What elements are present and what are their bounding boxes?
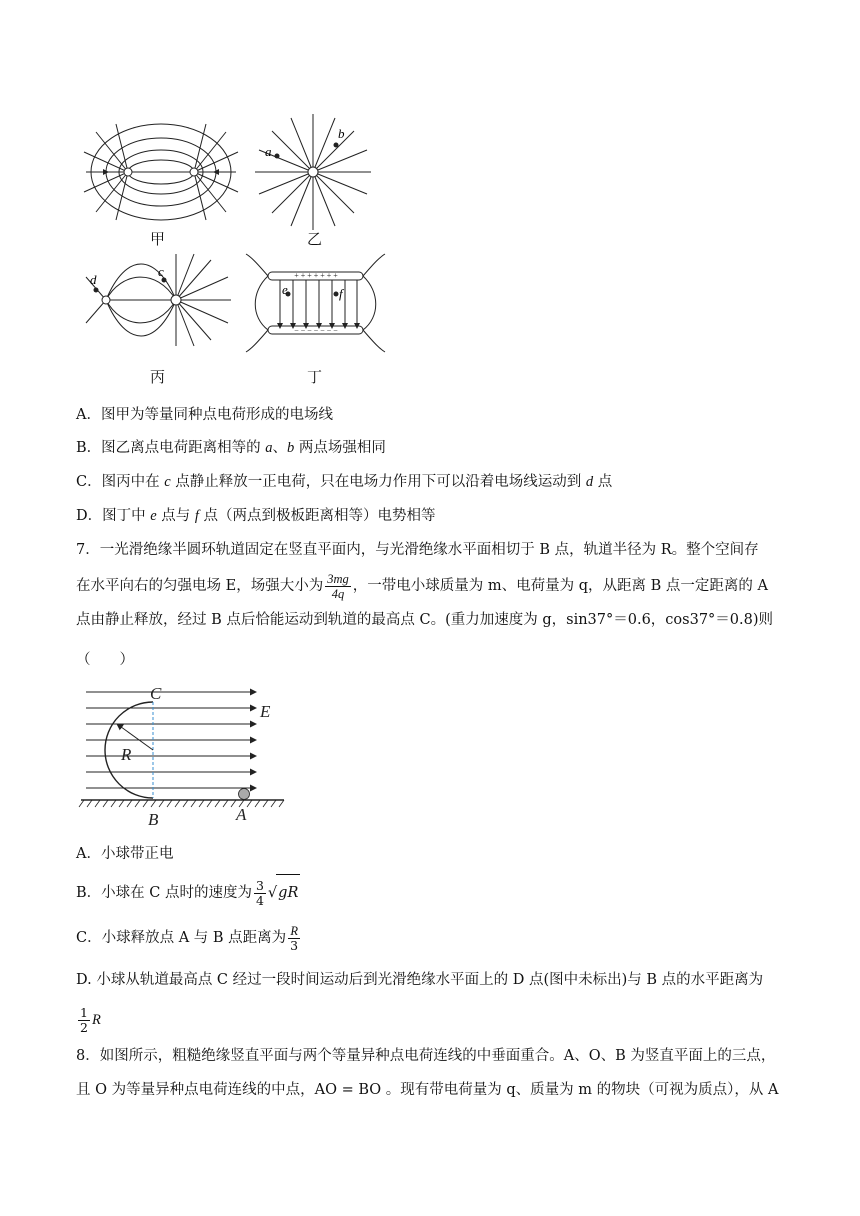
caption-ding: 丁: [307, 368, 323, 386]
diagram-jia: [84, 124, 238, 220]
q7-option-d: D. 小球从轨道最高点 C 经过一段时间运动后到光滑绝缘水平面上的 D 点(图中未标出)与 B 点的水平距离为: [76, 972, 764, 988]
q7-stem-line1: 7．一光滑绝缘半圆环轨道固定在竖直平面内，与光滑绝缘水平面相切于 B 点，轨道半径为 R。整个空间存: [76, 542, 759, 558]
label-f: f: [339, 286, 343, 301]
q6-option-a: A．图甲为等量同种点电荷形成的电场线: [76, 407, 333, 423]
semicircle-track-diagram: [76, 682, 296, 832]
label-c: c: [158, 264, 164, 279]
label-B: B: [148, 810, 159, 829]
fraction-field-strength: $\frac{3mg}{4q}$: [327, 571, 349, 601]
label-a: a: [265, 144, 272, 159]
diagram-ding: [246, 254, 385, 352]
field-line-diagrams: [76, 112, 386, 387]
q6-option-b: B．图乙离点电荷距离相等的 a、b 两点场强相同: [76, 440, 386, 456]
label-e: e: [282, 282, 288, 297]
q7-stem-line3: 点由静止释放，经过 B 点后恰能运动到轨道的最高点 C。(重力加速度为 g，sin37°＝0.6，cos37°＝0.8)则: [76, 612, 774, 628]
label-C: C: [150, 684, 162, 703]
caption-bing: 丙: [150, 368, 166, 386]
svg-text:+ + + + + + +: + + + + + + +: [294, 271, 338, 280]
q7-stem-line2: 在水平向右的匀强电场 E，场强大小为 $\frac{3mg}{4q}$ ，一带电小球质量为 m、电荷量为 q，从距离 B 点一定距离的 A: [76, 571, 768, 601]
q8-stem-line1: 8．如图所示，粗糙绝缘竖直平面与两个等量异种点电荷连线的中垂面重合。A、O、B 为竖直平面上的三点，: [76, 1048, 776, 1064]
label-b: b: [338, 126, 345, 141]
q7-option-a: A．小球带正电: [76, 846, 174, 862]
svg-text:− − − − − − −: − − − − − − −: [294, 326, 338, 335]
q8-stem-line2: 且 O 为等量异种点电荷连线的中点，AO = BO 。现有带电荷量为 q、质量为 m 的物块（可视为质点），从 A: [76, 1082, 779, 1098]
q6-option-c: C．图丙中在 c 点静止释放一正电荷，只在电场力作用下可以沿着电场线运动到 d 点: [76, 474, 613, 490]
q7-answer-paren: （ ）: [76, 652, 134, 668]
label-R: R: [121, 745, 132, 764]
label-E: E: [260, 702, 271, 721]
q7-option-d-line2: $\frac{1}{2}$ R: [80, 1004, 101, 1035]
label-A: A: [236, 805, 247, 824]
q7-option-c: C．小球释放点 A 与 B 点距离为 $\frac{R}{3}$: [76, 923, 299, 953]
label-d: d: [90, 272, 97, 287]
caption-jia: 甲: [150, 230, 166, 248]
q7-option-b: B．小球在 C 点时的速度为 $\frac{3}{4}$ √gR: [76, 874, 300, 910]
caption-yi: 乙: [307, 230, 323, 248]
diagram-yi: [255, 114, 371, 230]
q6-option-d: D．图丁中 e 点与 f 点（两点到极板距离相等）电势相等: [76, 508, 436, 524]
